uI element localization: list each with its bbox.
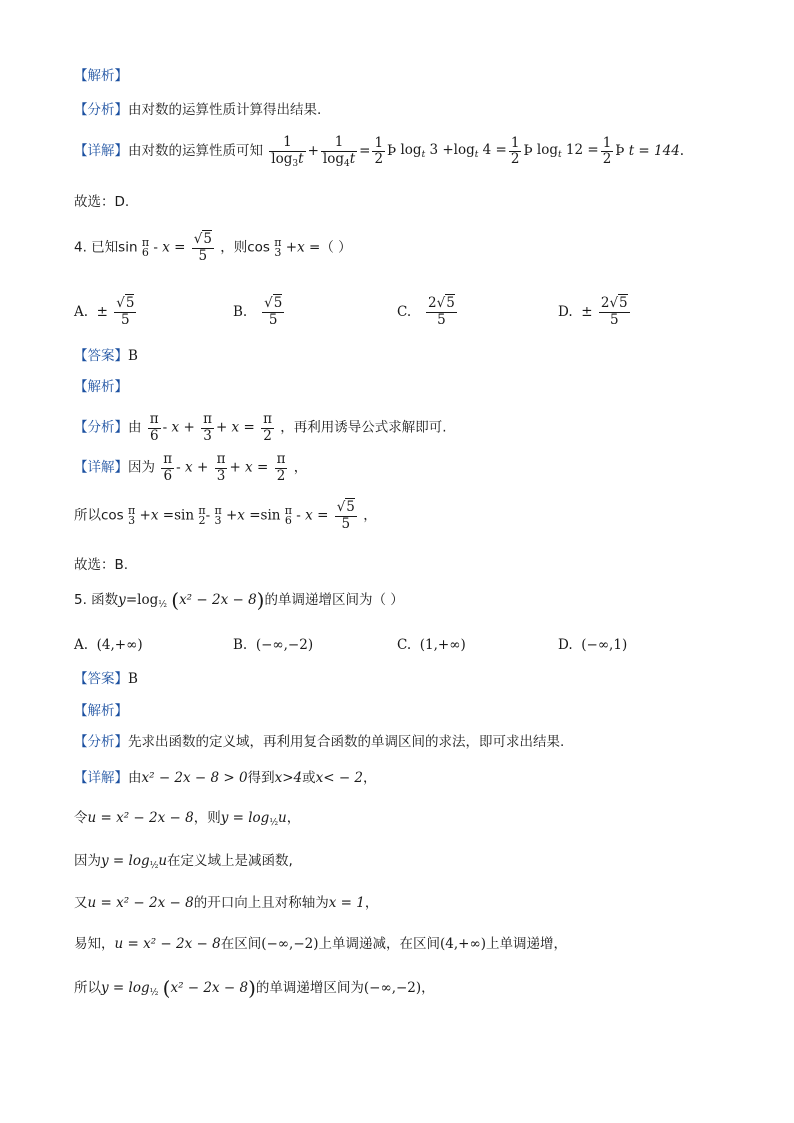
q5-option-b: B. (−∞,−2) [233,637,314,653]
detail-tag: 【详解】 [74,143,128,160]
detail-line-1: 【详解】由对数的运算性质可知 $\frac{1}{\log_3t}$ + $\frac{1}{\log_4t}$ = $\frac{1}{2}$ Þ $\log_t 3 +\log_t$ 4 = $\frac{1}{2}$ Þ $\log_t 12$ = $\frac{1}{2}$ Þ t = 144. [74,134,685,169]
q4-derivation: 所以cos π 3 +x =sin π 2- π 3 +x =sin π 6 - x = $\frac{√5}{5}$ ， [74,499,377,532]
q5-detail-3: 因为$y = \log_{\frac{1}{2}}u$在定义域上是减函数, [74,853,293,871]
q5-detail-6: 所以$y = \log_{\frac{1}{2}} (x^2 - 2x - 8)$的单调递增区间为(−∞,−2)， [74,976,435,1000]
q5-detail-4: 又u = x² − 2x − 8的开口向上且对称轴为x = 1， [74,895,379,911]
q5-detail-1: 【详解】由x² − 2x − 8 > 0得到x>4或x< − 2， [74,770,377,786]
q5-detail-5: 易知，u = x² − 2x − 8在区间(−∞,−2)上单调递减，在区间(4,+∞)上单调递增， [74,936,567,952]
choice-line-1: 故选：D. [74,194,130,210]
q4-option-c: C. $\frac{2√5}{5}$ [397,295,455,328]
q5-option-c: C. (1,+∞) [397,637,466,653]
q5-analysis: 【分析】先求出函数的定义域，再利用复合函数的单调区间的求法，即可求出结果. [74,734,565,750]
q5-jiexi: 【解析】 [74,703,128,719]
analysis-text: 由对数的运算性质计算得出结果. [128,102,322,118]
fraction-sqrt5-over-5: $\frac{√5}{5}$ [193,231,212,264]
bracket-pi3: π 3 [274,236,282,260]
q4-analysis: 【分析】由 $\frac{\pi}{6}$ - x + $\frac{\pi}{3}$ + x = $\frac{\pi}{2}$ ，再利用诱导公式求解即可. [74,411,447,444]
result-t: t = 144 [628,143,680,160]
analysis-tag: 【分析】 [74,102,128,118]
question-5-stem: 5. 函数$y=\log_{\frac{1}{2}}$ (x² − 2x − 8)的单调递增区间为（ ） [74,588,404,612]
analysis-line-1 [74,104,321,118]
q4-jiexi: 【解析】 [74,379,128,395]
fraction-1-over-log4t: $\frac{1}{\log_4t}$ [322,134,356,169]
q5-detail-2: 令u = x² − 2x − 8，则$y = \log_{\frac{1}{2}}u$， [74,810,301,828]
q4-option-a: A. ± $\frac{√5}{5}$ [74,295,135,328]
q4-answer: 【答案】B [74,348,138,364]
fraction-1-over-log3t: $\frac{1}{\log_3t}$ [271,134,304,169]
expr-log-sum: $\log_t 3 +\log_t$ 4 = [400,141,507,160]
expr-log12: $\log_t 12$ = [536,141,599,160]
question-4-stem: 4. 已知sin π 6 - x = $\frac{√5}{5}$ ，则cos π 3 +x =（ ） [74,231,352,264]
q4-option-b: B. $\frac{√5}{5}$ [233,295,283,328]
bracket-pi6: π 6 [141,236,150,260]
q4-option-d: D. ± $\frac{2√5}{5}$ [558,295,628,328]
fraction-one-half: $\frac{1}{2}$ [374,134,384,168]
q5-option-d: D. (−∞,1) [558,637,628,653]
q4-detail: 【详解】因为 $\frac{\pi}{6}$ - x + $\frac{\pi}{3}$ + x = $\frac{\pi}{2}$ ， [74,451,308,484]
detail-intro: 由对数的运算性质可知 [128,143,263,160]
q4-choice: 故选：B. [74,557,129,573]
q5-option-a: A. (4,+∞) [74,637,143,653]
section-jiexi-1: 【解析】 [74,68,128,84]
q5-answer: 【答案】B [74,671,138,687]
